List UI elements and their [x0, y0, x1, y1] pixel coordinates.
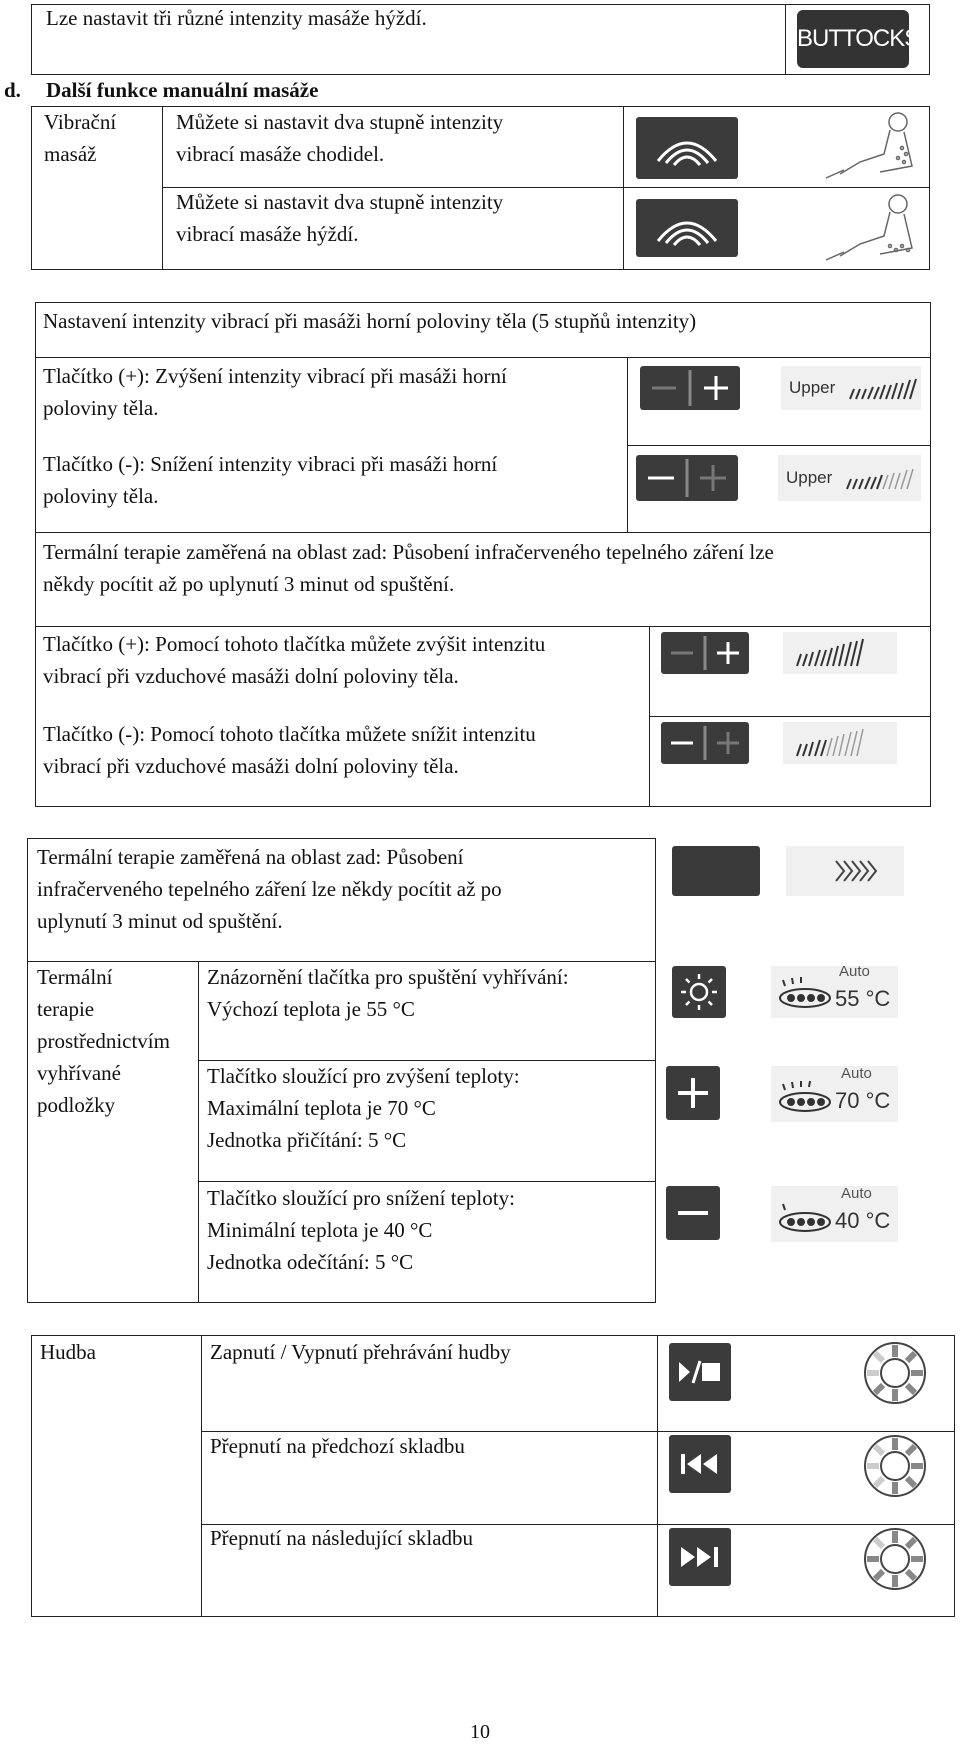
thermal-down-text: Tlačítko sloužící pro snížení teploty: Minimální teplota je 40 °C Jednotka odečítání: 5 °C — [207, 1186, 515, 1274]
volume-dial-icon-2 — [860, 1431, 930, 1501]
heat-pad-icon — [775, 974, 835, 1014]
vibration-buttocks-button[interactable] — [636, 199, 738, 257]
heat-up-button[interactable] — [666, 1066, 720, 1120]
lower-display-plus — [783, 632, 897, 674]
upper-label: Upper — [789, 378, 836, 397]
play-stop-icon — [669, 1343, 731, 1401]
plus-icon — [666, 1066, 720, 1120]
heat-pad-icon-3 — [775, 1198, 835, 1238]
upper-minus-text: Tlačítko (-): Snížení intenzity vibraci při masáži horní poloviny těla. — [43, 452, 498, 508]
lower-display-minus — [783, 722, 897, 764]
intensity-bars-icon — [846, 377, 920, 401]
intensity-bars-icon-3 — [783, 632, 897, 674]
lower-minus-button[interactable] — [661, 722, 749, 764]
buttocks-text: Lze nastavit tři různé intenzity masáže hýždí. — [46, 6, 427, 30]
heat-pad-icon-2 — [775, 1078, 835, 1118]
heat-down-display — [771, 1186, 898, 1242]
upper-display-plus — [781, 366, 921, 410]
temp-down: 40 °C — [835, 1208, 891, 1233]
volume-dial-icon — [860, 1338, 930, 1408]
music-play-text: Zapnutí / Vypnutí přehrávání hudby — [210, 1340, 511, 1364]
lower-plus-text: Tlačítko (+): Pomocí tohoto tlačítka můžete zvýšit intenzitu vibrací při vzduchové masáži dolní poloviny těla. — [43, 632, 546, 688]
temp-up: 70 °C — [835, 1088, 891, 1113]
next-track-icon — [669, 1528, 731, 1586]
music-next-text: Přepnutí na následující skladbu — [210, 1526, 474, 1550]
upper-plus-text: Tlačítko (+): Zvýšení intenzity vibrací při masáži horní poloviny těla. — [43, 364, 507, 420]
section-letter: d. — [4, 78, 21, 102]
sun-icon — [672, 966, 726, 1018]
upper-display-minus — [778, 455, 921, 501]
thermal-label: Termální terapie prostřednictvím vyhřívané podložky — [37, 965, 170, 1117]
heat-up-display — [771, 1066, 898, 1122]
vibration-label: Vibrační masáž — [44, 110, 117, 166]
next-track-button[interactable] — [669, 1528, 731, 1586]
vibration-feet-text: Můžete si nastavit dva stupně intenzity vibrací masáže chodidel. — [176, 110, 504, 166]
heat-start-display — [771, 963, 898, 1018]
lower-air-intro: Termální terapie zaměřená na oblast zad: Působení infračerveného tepelného záření lze někdy pocítit až po uplynutí 3 minut od spuštění. — [43, 540, 774, 596]
thermal-intro: Termální terapie zaměřená na oblast zad: Působení infračerveného tepelného záření lze někdy pocítit až po uplynutí 3 minut od spuštění. — [37, 845, 502, 933]
vibration-wave-icon-2 — [636, 199, 738, 257]
upper-label-2: Upper — [786, 468, 833, 487]
volume-dial-icon-3 — [860, 1524, 930, 1594]
buttocks-badge — [797, 10, 920, 68]
page-number: 10 — [470, 1721, 490, 1743]
chevrons-icon — [786, 846, 904, 896]
lower-plus-button[interactable] — [661, 632, 749, 674]
vibration-feet-button[interactable] — [636, 117, 738, 179]
thermal-start-text: Znázornění tlačítka pro spuštění vyhřívání: Výchozí teplota je 55 °C — [207, 965, 569, 1021]
buttocks-badge-label: BUTTOCKS — [797, 25, 920, 52]
upper-header: Nastavení intenzity vibrací při masáži horní poloviny těla (5 stupňů intenzity) — [43, 309, 697, 333]
heat-button[interactable] — [672, 846, 760, 896]
prev-track-button[interactable] — [669, 1435, 731, 1493]
auto-label-2: Auto — [841, 1065, 872, 1082]
music-table — [31, 1335, 955, 1617]
upper-plus-button[interactable] — [640, 366, 740, 410]
heat-level-display — [786, 846, 904, 896]
intensity-bars-icon-2 — [843, 467, 917, 491]
thermal-up-text: Tlačítko sloužící pro zvýšení teploty: Maximální teplota je 70 °C Jednotka přičítání: 5 °C — [207, 1064, 520, 1152]
section-title: Další funkce manuální masáže — [46, 78, 319, 102]
upper-minus-button[interactable] — [636, 455, 738, 501]
heat-start-button[interactable] — [672, 966, 726, 1018]
auto-label-3: Auto — [841, 1185, 872, 1202]
music-prev-text: Přepnutí na předchozí skladbu — [210, 1434, 465, 1458]
intensity-bars-icon-4 — [783, 722, 897, 764]
temp-start: 55 °C — [835, 986, 891, 1011]
minus-icon — [666, 1186, 720, 1240]
heat-down-button[interactable] — [666, 1186, 720, 1240]
play-stop-button[interactable] — [669, 1343, 731, 1401]
chair-figure-feet — [820, 108, 920, 183]
previous-track-icon — [669, 1435, 731, 1493]
chair-figure-buttocks — [820, 190, 920, 265]
vibration-buttocks-text: Můžete si nastavit dva stupně intenzity vibrací masáže hýždí. — [176, 190, 504, 246]
music-label: Hudba — [40, 1340, 96, 1364]
auto-label-1: Auto — [839, 963, 870, 980]
lower-minus-text: Tlačítko (-): Pomocí tohoto tlačítka můžete snížit intenzitu vibrací při vzduchové masáži dolní poloviny těla. — [43, 722, 536, 778]
vibration-wave-icon — [636, 117, 738, 179]
